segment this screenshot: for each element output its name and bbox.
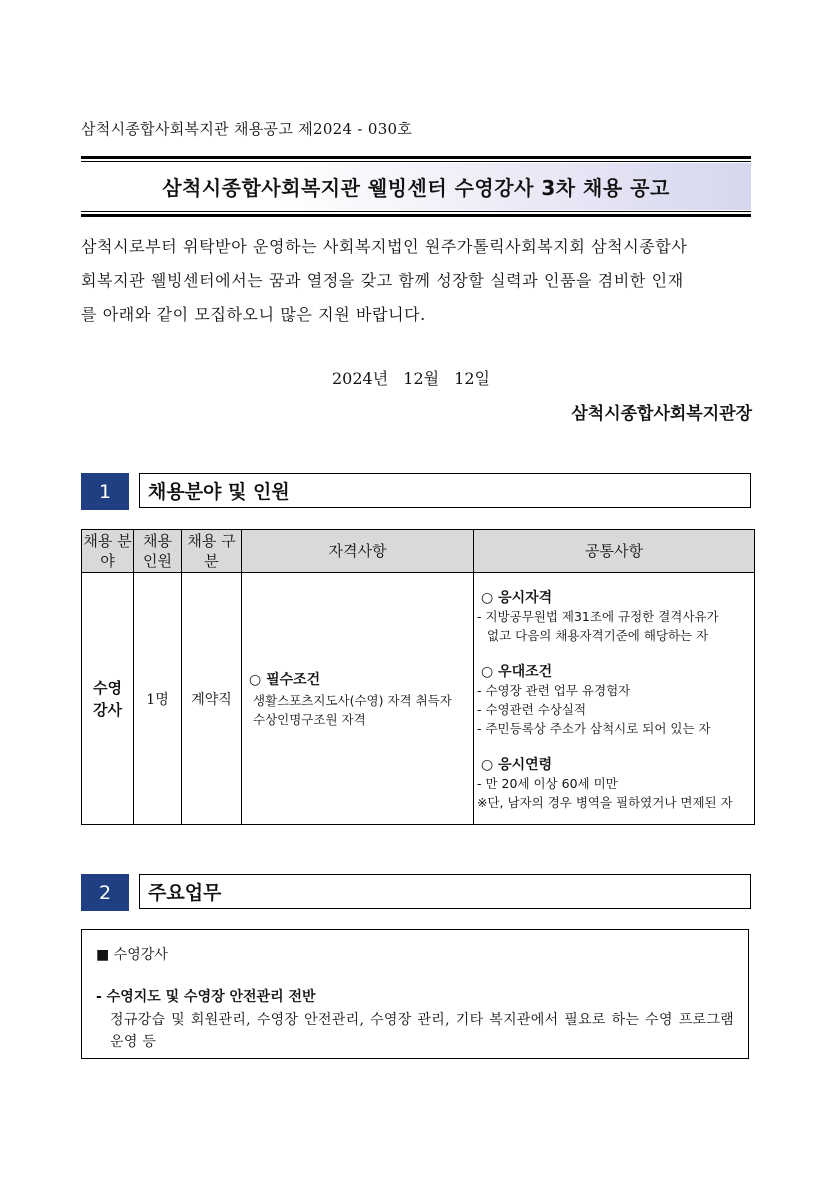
qualification-item: 수상인명구조원 자격: [253, 711, 366, 727]
issuer-name: 삼척시종합사회복지관장: [571, 404, 752, 424]
duties-box: [81, 929, 749, 1059]
cell-qualification: [242, 573, 474, 825]
section-title: 채용분야 및 인원: [139, 473, 751, 508]
recruitment-table: [81, 529, 755, 825]
preference-heading: ○ 우대조건: [481, 664, 553, 680]
title-band: [81, 156, 751, 218]
cell-type: 계약직: [182, 573, 242, 825]
preference-item: - 수영장 관련 업무 유경험자: [477, 683, 631, 698]
title-rule: [81, 161, 751, 162]
notice-number: 삼척시종합사회복지관 채용공고 제2024 - 030호: [81, 120, 413, 138]
age-item: ※단, 남자의 경우 병역을 필하였거나 면제된 자: [477, 795, 733, 810]
page-title: 삼척시종합사회복지관 웰빙센터 수영강사 3차 채용 공고: [162, 176, 670, 200]
cell-common: [474, 573, 755, 825]
title-rule: [81, 211, 751, 212]
header-qualification: 자격사항: [242, 530, 474, 573]
cell-count: 1명: [134, 573, 182, 825]
duty-task: - 수영지도 및 수영장 안전관리 전반: [96, 989, 316, 1005]
notice-date: 2024년 12월 12일: [332, 369, 490, 388]
eligibility-heading: ○ 응시자격: [481, 590, 553, 606]
section-number-badge: 2: [81, 874, 129, 911]
section-title: 주요업무: [139, 874, 751, 909]
eligibility-item: - 지방공무원법 제31조에 규정한 결격사유가: [477, 609, 719, 624]
preference-item: - 주민등록상 주소가 삼척시로 되어 있는 자: [477, 721, 711, 736]
intro-line: 삼척시로부터 위탁받아 운영하는 사회복지법인 원주가톨릭사회복지회 삼척시종합사: [81, 237, 688, 256]
header-count: 채용 인원: [134, 530, 182, 573]
title-rule: [81, 214, 751, 217]
duty-description: 정규강습 및 회원관리, 수영장 안전관리, 수영장 관리, 기타 복지관에서 필요로 하는 수영 프로그램 운영 등: [110, 1012, 734, 1050]
intro-line: 회복지관 웰빙센터에서는 꿈과 열정을 갖고 함께 성장할 실력과 인품을 겸비한 인재: [81, 271, 684, 290]
header-type: 채용 구분: [182, 530, 242, 573]
table-row: [82, 573, 755, 825]
table-header-row: [82, 530, 755, 573]
eligibility-item: 없고 다음의 채용자격기준에 해당하는 자: [487, 628, 709, 643]
qualification-item: 생활스포츠지도사(수영) 자격 취득자: [253, 692, 452, 708]
intro-paragraph: [81, 230, 753, 332]
intro-line: 를 아래와 같이 모집하오니 많은 지원 바랍니다.: [81, 305, 426, 324]
title-rule: [81, 156, 751, 159]
header-common: 공통사항: [474, 530, 755, 573]
header-field: 채용 분야: [82, 530, 134, 573]
section-number-badge: 1: [81, 473, 129, 510]
age-item: - 만 20세 이상 60세 미만: [477, 776, 618, 791]
duty-category: ■ 수영강사: [96, 947, 168, 963]
preference-item: - 수영관련 수상실적: [477, 702, 587, 717]
cell-field: 수영 강사: [82, 573, 134, 825]
qualification-heading: ○ 필수조건: [249, 671, 321, 688]
age-heading: ○ 응시연령: [481, 757, 553, 773]
